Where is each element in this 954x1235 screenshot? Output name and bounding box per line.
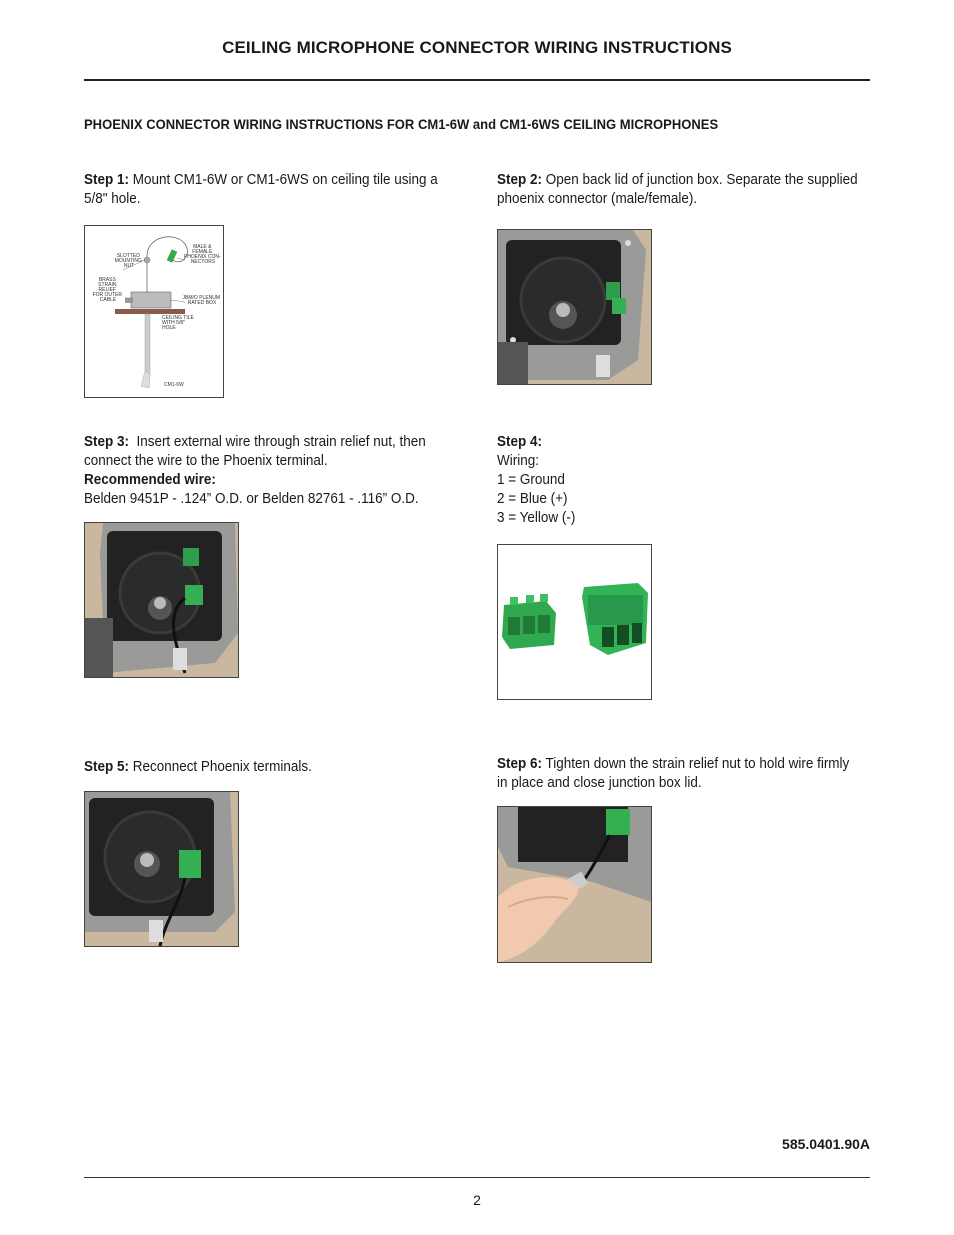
- step-3-rec-label: Recommended wire:: [84, 472, 216, 488]
- step-6-text: Tighten down the strain relief nut to hold wire firmly in place and close junction box lid.: [497, 756, 850, 791]
- step-1-text: Mount CM1-6W or CM1-6WS on ceiling tile using a 5/8" hole.: [84, 172, 438, 207]
- step-3-photo: [84, 522, 239, 678]
- step-5-label: Step 5:: [84, 759, 129, 775]
- diagram-label-strain-relief: BRASS STRAIN RELIEF FOR OUTER CABLE: [92, 277, 123, 303]
- diagram-label-mic-model: CM1-6W: [164, 382, 184, 388]
- step-2-label: Step 2:: [497, 172, 542, 188]
- step-1-label: Step 1:: [84, 172, 129, 188]
- step-1-diagram: [84, 225, 224, 398]
- diagram-label-slotted-nut: SLOTTED MOUNTING NUT: [114, 253, 142, 269]
- diagram-label-ceiling-tile: CEILING TILE WITH 5/8" HOLE: [162, 315, 194, 331]
- step-5-photo: [84, 791, 239, 947]
- section-subtitle: PHOENIX CONNECTOR WIRING INSTRUCTIONS FOR CM1-6W and CM1-6WS CEILING MICROPHONES: [84, 116, 719, 132]
- step-1: [84, 171, 456, 209]
- step-3: [84, 433, 456, 509]
- wiring-line-1: 1 = Ground: [497, 472, 565, 488]
- step-3-text: Insert external wire through strain relief nut, then connect the wire to the Phoenix terminal.: [84, 434, 426, 469]
- wiring-line-3: 3 = Yellow (-): [497, 510, 576, 526]
- step-5: [84, 758, 456, 777]
- wiring-line-0: Wiring:: [497, 453, 539, 469]
- diagram-label-plenum-box: JBM/O PLENUM RATED BOX: [182, 295, 221, 306]
- document-number: 585.0401.90A: [782, 1136, 870, 1152]
- footer-divider: [84, 1177, 870, 1178]
- step-2-photo: [497, 229, 652, 385]
- step-3-rec-text: Belden 9451P - .124” O.D. or Belden 82761 - .116” O.D.: [84, 491, 419, 507]
- step-4: [497, 433, 776, 528]
- header-divider: [84, 79, 870, 81]
- page-title: CEILING MICROPHONE CONNECTOR WIRING INSTRUCTIONS: [222, 38, 732, 57]
- step-6-photo: [497, 806, 652, 963]
- step-6: [497, 755, 860, 793]
- diagram-label-connectors: MALE & FEMALE PHOENIX CON- NECTORS: [183, 244, 221, 265]
- step-2: [497, 171, 860, 209]
- step-2-text: Open back lid of junction box. Separate the supplied phoenix connector (male/female).: [497, 172, 858, 207]
- step-4-label: Step 4:: [497, 434, 542, 450]
- wiring-line-2: 2 = Blue (+): [497, 491, 568, 507]
- page-number: 2: [473, 1192, 481, 1208]
- step-3-label: Step 3:: [84, 434, 129, 450]
- step-5-text: Reconnect Phoenix terminals.: [132, 759, 312, 775]
- step-6-label: Step 6:: [497, 756, 542, 772]
- step-4-photo: [497, 544, 652, 700]
